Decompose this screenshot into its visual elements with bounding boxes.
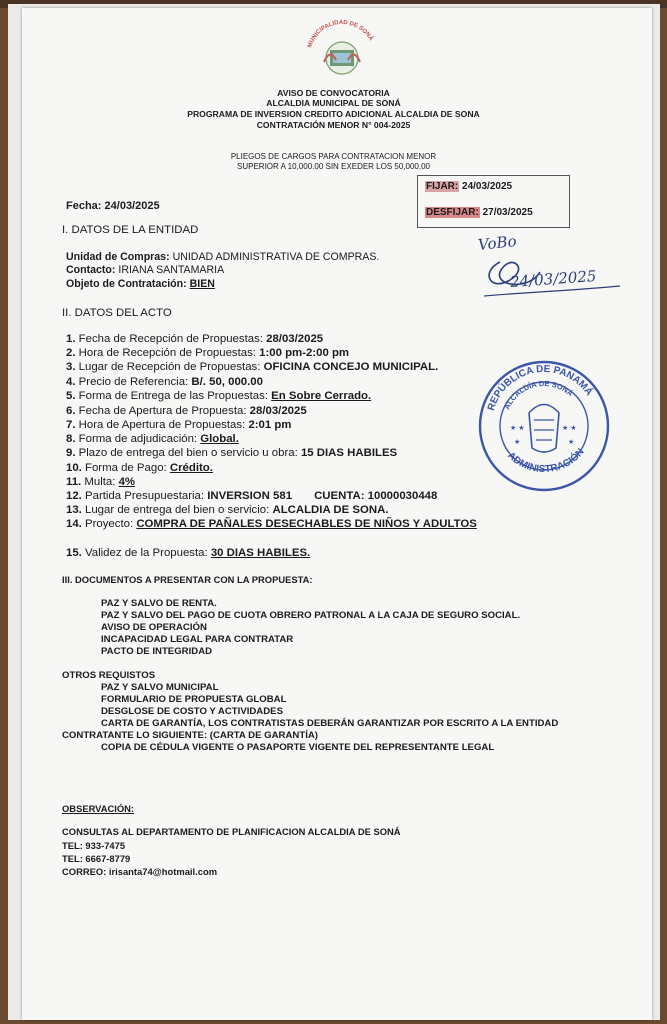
section-1-title: I. DATOS DE LA ENTIDAD (62, 224, 199, 236)
objeto-row (66, 278, 215, 290)
seal-arc-text: MUNICIPALIDAD DE SONÁ (307, 19, 374, 49)
otros-requisito-item: COPIA DE CÉDULA VIGENTE O PASAPORTE VIGENTE DEL REPRESENTANTE LEGAL (101, 742, 495, 753)
acto-item-number: 1. (66, 333, 76, 345)
acto-item-label: Proyecto: (85, 518, 134, 530)
acto-item (66, 433, 239, 445)
unidad-label: Unidad de Compras: (66, 251, 170, 263)
acto-item-number: 15. (66, 547, 82, 559)
stamp-top-text: REPÚBLICA DE PANAMÁ (485, 363, 595, 413)
acto-item-label: Validez de la Propuesta: (85, 547, 208, 559)
acto-item-number: 12. (66, 490, 82, 502)
acto-item (66, 504, 388, 516)
unidad-row (66, 251, 379, 263)
acto-item-value: B/. 50, 000.00 (191, 376, 263, 388)
acto-item-value: 28/03/2025 (266, 333, 324, 345)
cuenta-label: CUENTA: (314, 490, 365, 502)
observacion-title: OBSERVACIÓN: (62, 803, 135, 814)
cuenta-value: 10000030448 (367, 490, 438, 502)
signature-date: 24/03/2025 (509, 267, 597, 291)
header-title-alcaldia: ALCALDIA MUNICIPAL DE SONÁ (266, 98, 401, 108)
acto-item-number: 8. (66, 433, 76, 445)
contacto-value: IRIANA SANTAMARIA (118, 264, 225, 276)
otros-requisito-item: CONTRATANTE LO SIGUIENTE: (CARTA DE GARANTÍA) (62, 730, 318, 741)
acto-item-value: 2:01 pm (248, 419, 292, 431)
republica-panama-stamp-icon (474, 358, 614, 494)
consultas-text: CONSULTAS AL DEPARTAMENTO DE PLANIFICACION ALCALDIA DE SONÁ (62, 826, 401, 837)
fijar-label: FIJAR: (426, 181, 459, 192)
contacto-row (66, 264, 224, 276)
acto-item (66, 419, 291, 431)
otros-requisito-item: PAZ Y SALVO MUNICIPAL (101, 682, 219, 693)
acto-item-label: Lugar de Recepción de Propuestas: (78, 361, 261, 373)
acto-item-label: Precio de Referencia: (78, 376, 189, 388)
svg-text:★ ★: ★ ★ (510, 425, 525, 432)
acto-item-value: 1:00 pm-2:00 pm (259, 347, 350, 359)
acto-item (66, 390, 371, 402)
fecha-value: 24/03/2025 (104, 200, 160, 212)
acto-item (66, 347, 349, 359)
fijar-value: 24/03/2025 (462, 181, 513, 192)
otros-requisito-item: DESGLOSE DE COSTO Y ACTIVIDADES (101, 706, 283, 717)
document-item: AVISO DE OPERACIÓN (101, 622, 207, 633)
svg-text:★: ★ (514, 439, 521, 446)
acto-item (66, 547, 310, 559)
acto-item-value: COMPRA DE PAÑALES DESECHABLES DE NIÑOS Y ADULTOS (136, 518, 477, 530)
acto-item-number: 5. (66, 390, 76, 402)
acto-item-value: Crédito. (169, 462, 213, 474)
acto-item (66, 490, 437, 502)
fecha-label: Fecha: (66, 200, 102, 212)
acto-item-number: 11. (66, 476, 82, 488)
objeto-value: BIEN (189, 278, 215, 290)
desfijar-label: DESFIJAR: (426, 207, 479, 218)
signature (470, 232, 630, 302)
unidad-value: UNIDAD ADMINISTRATIVA DE COMPRAS. (172, 251, 380, 263)
section-3-title: III. DOCUMENTOS A PRESENTAR CON LA PROPUESTA: (62, 574, 313, 585)
acto-item (66, 462, 213, 474)
acto-item-value: 28/03/2025 (249, 405, 307, 417)
acto-item-value: 15 DIAS HABILES (300, 447, 398, 459)
acto-item-number: 6. (66, 405, 76, 417)
header-title-contratacion: CONTRATACIÓN MENOR N° 004-2025 (256, 120, 411, 130)
contacto-label: Contacto: (66, 264, 116, 276)
acto-item (66, 476, 135, 488)
acto-item-label: Lugar de entrega del bien o servicio: (85, 504, 270, 516)
acto-item-label: Multa: (84, 476, 116, 488)
acto-item-number: 7. (66, 419, 76, 431)
pliegos-subtitle-1: PLIEGOS DE CARGOS PARA CONTRATACION MENOR (230, 152, 437, 161)
acto-item (66, 518, 477, 530)
stamp-bottom-text: ADMINISTRACIÓN (505, 446, 587, 476)
otros-requisitos-title: OTROS REQUISTOS (62, 670, 156, 681)
acto-item-number: 9. (66, 447, 76, 459)
fecha-row (66, 200, 160, 212)
tel-2: TEL: 6667-8779 (62, 853, 131, 864)
acto-item-value: 30 DIAS HABILES. (210, 547, 311, 559)
acto-item-label: Forma de Entrega de las Propuestas: (78, 390, 268, 402)
acto-item (66, 447, 397, 459)
acto-item-label: Hora de Recepción de Propuestas: (78, 347, 256, 359)
section-2-title: II. DATOS DEL ACTO (62, 307, 172, 319)
acto-item-value: OFICINA CONCEJO MUNICIPAL. (263, 361, 439, 373)
acto-item-number: 4. (66, 376, 76, 388)
desfijar-row (425, 207, 533, 218)
acto-item-value: Global. (200, 433, 239, 445)
document-item: INCAPACIDAD LEGAL PARA CONTRATAR (101, 634, 294, 645)
acto-item-number: 13. (66, 504, 82, 516)
desfijar-value: 27/03/2025 (482, 207, 533, 218)
acto-item-label: Hora de Apertura de Propuestas: (78, 419, 246, 431)
document-item: PAZ Y SALVO DE RENTA. (101, 598, 217, 609)
fijar-row (425, 181, 512, 192)
correo-row (62, 866, 217, 877)
correo-label: CORREO: (62, 866, 107, 877)
acto-item-label: Plazo de entrega del bien o servicio u obra: (78, 447, 298, 459)
acto-item-value: INVERSION 581 (207, 490, 293, 502)
svg-text:★: ★ (568, 439, 575, 446)
acto-item (66, 361, 438, 373)
acto-item-value: 4% (118, 476, 136, 488)
acto-item-number: 3. (66, 361, 76, 373)
document-item: PACTO DE INTEGRIDAD (101, 646, 213, 657)
pliegos-subtitle-2: SUPERIOR A 10,000.00 SIN EXEDER LOS 50,000.00 (237, 162, 430, 171)
acto-item-label: Forma de Pago: (85, 462, 167, 474)
otros-requisito-item: CARTA DE GARANTÍA, LOS CONTRATISTAS DEBERÁN GARANTIZAR POR ESCRITO A LA ENTIDAD (101, 718, 559, 729)
header-title-programa: PROGRAMA DE INVERSION CREDITO ADICIONAL ALCALDIA DE SONA (187, 109, 480, 119)
document-item: PAZ Y SALVO DEL PAGO DE CUOTA OBRERO PATRONAL A LA CAJA DE SEGURO SOCIAL. (101, 610, 521, 621)
acto-item-number: 10. (66, 462, 82, 474)
signature-scribble-icon (470, 232, 630, 302)
acto-item-value: ALCALDIA DE SONA. (272, 504, 389, 516)
otros-requisito-item: FORMULARIO DE PROPUESTA GLOBAL (101, 694, 287, 705)
acto-item (66, 405, 307, 417)
objeto-label: Objeto de Contratación: (66, 278, 187, 290)
tel-1: TEL: 933-7475 (62, 840, 126, 851)
acto-item-label: Fecha de Recepción de Propuestas: (78, 333, 263, 345)
acto-item-number: 14. (66, 518, 82, 530)
svg-text:★ ★: ★ ★ (562, 425, 577, 432)
stamp-inner-text: ALCALDÍA DE SONÁ (502, 378, 575, 411)
header-title-aviso: AVISO DE CONVOCATORIA (277, 88, 390, 98)
municipality-seal-icon (300, 18, 384, 80)
acto-item-number: 2. (66, 347, 76, 359)
signature-vobo: VoBo (477, 232, 518, 254)
acto-item (66, 376, 263, 388)
acto-item-label: Fecha de Apertura de Propuesta: (78, 405, 247, 417)
acto-item-label: Partida Presupuestaria: (85, 490, 205, 502)
acto-item-label: Forma de adjudicación: (78, 433, 198, 445)
acto-item-value: En Sobre Cerrado. (271, 390, 372, 402)
acto-item (66, 333, 323, 345)
correo-value: irisanta74@hotmail.com (108, 866, 218, 877)
svg-text:ADMINISTRACIÓN (505, 447, 586, 476)
